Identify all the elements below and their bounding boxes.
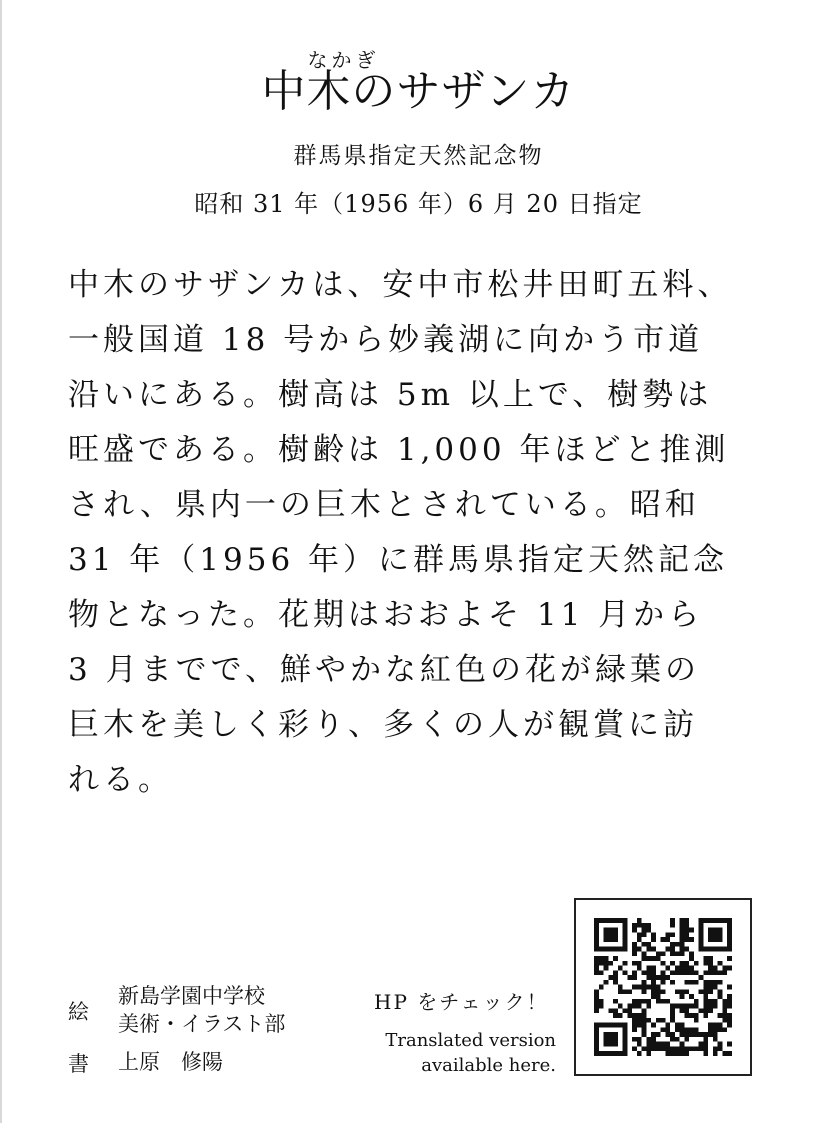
- page-title: 中木のサザンカ: [261, 66, 576, 117]
- illustration-line2: 美術・イラスト部: [118, 1012, 286, 1036]
- body-line: 沿いにある。樹高は 5m 以上で、樹勢は: [68, 377, 713, 413]
- body-line: れる。: [68, 762, 173, 798]
- qr-code-icon[interactable]: [594, 918, 732, 1056]
- qr-code-frame[interactable]: [574, 898, 752, 1076]
- hp-check-label: HP をチェック！: [374, 990, 549, 1014]
- body-line: 中木のサザンカは、安中市松井田町五料、: [68, 267, 733, 303]
- translated-line1: Translated version: [385, 1030, 556, 1051]
- calligrapher-name: 上原 修陽: [118, 1050, 223, 1074]
- designated-date: 昭和 31 年（1956 年）6 月 20 日指定: [194, 190, 643, 218]
- body-line: 旺盛である。樹齢は 1,000 年ほどと推測: [68, 432, 730, 468]
- body-line: 物となった。花期はおおよそ 11 月から: [68, 597, 704, 633]
- designation-text: 群馬県指定天然記念物: [293, 143, 544, 169]
- calligraphy-label: 書: [68, 1052, 89, 1076]
- body-line: 一般国道 18 号から妙義湖に向かう市道: [68, 322, 704, 358]
- description-body: [68, 258, 768, 808]
- body-line: 31 年（1956 年）に群馬県指定天然記念: [68, 542, 729, 578]
- title-ruby: なかぎ: [307, 48, 380, 72]
- translated-line2: available here.: [421, 1055, 556, 1076]
- body-line: 巨木を美しく彩り、多くの人が観賞に訪: [68, 707, 698, 743]
- body-line: 3 月までで、鮮やかな紅色の花が緑葉の: [68, 652, 700, 688]
- illustration-line1: 新島学園中学校: [118, 984, 265, 1008]
- translated-note: [374, 1028, 556, 1078]
- body-line: され、県内一の巨木とされている。昭和: [68, 487, 700, 523]
- illustration-label: 絵: [68, 1000, 89, 1024]
